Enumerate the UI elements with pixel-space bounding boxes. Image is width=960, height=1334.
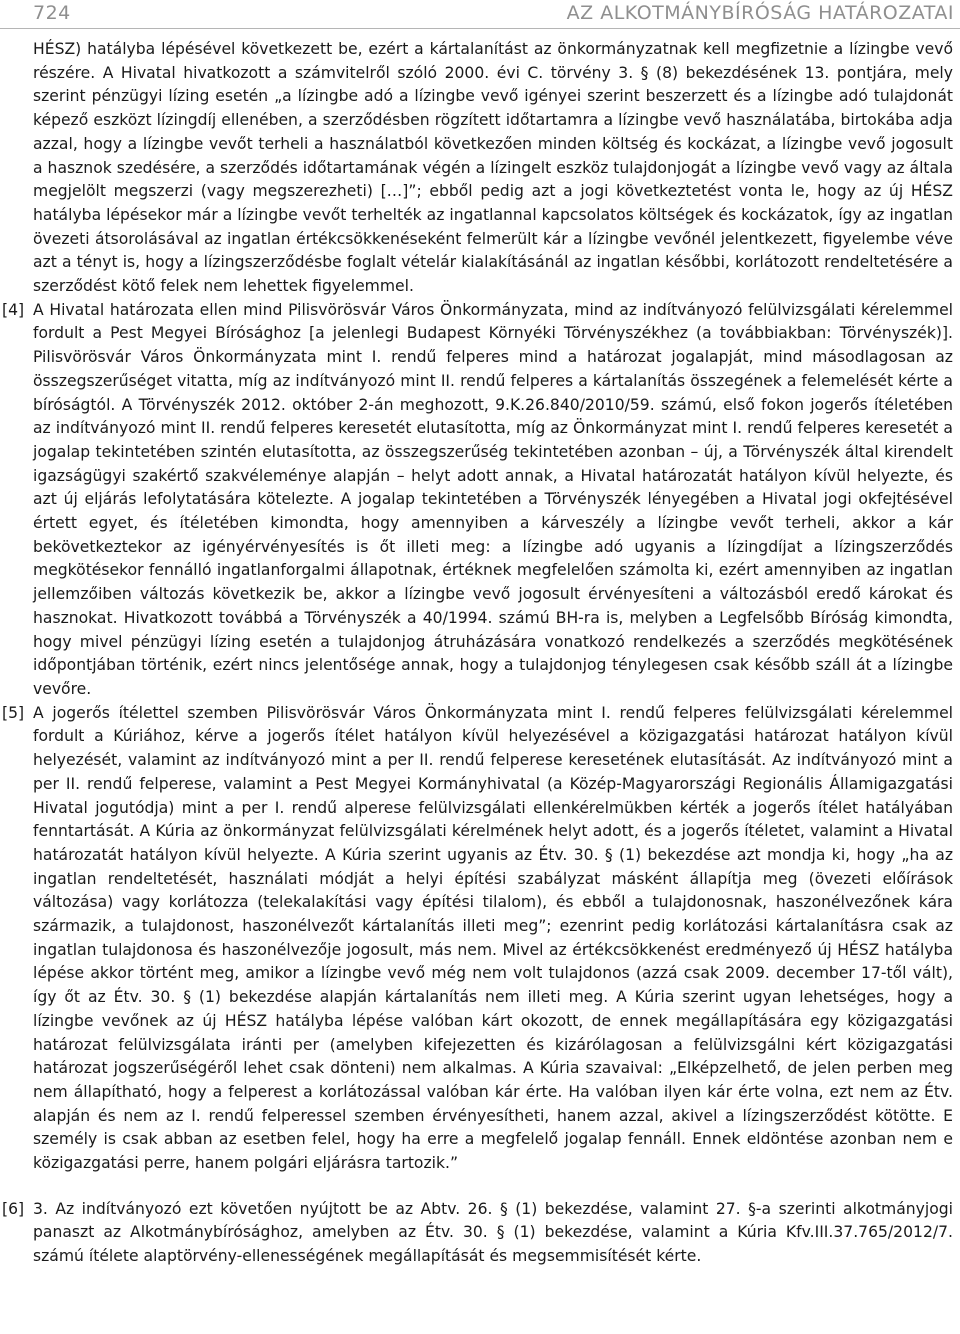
section-gap	[33, 1176, 953, 1198]
page-body	[2, 38, 953, 1269]
paragraph-continuation	[33, 38, 953, 299]
paragraph-number: [4]	[2, 300, 25, 319]
paragraph-number: [5]	[2, 703, 25, 722]
paragraph-text: A Hivatal határozata ellen mind Pilisvörösvár Város Önkormányzata, mind az indítványozó felülvizsgálati kérelemmel fordult a Pest Megyei Bírósághoz [a jelenlegi Budapest Környéki Törvényszékhez (a továbbiakban: Törvényszék)]. Pilisvörösvár Város Önkormányzata mint I. rendű felperes mind a határozat jogalapját, mind másodlagosan az összegszerűséget vitatta, míg az indítványozó mint II. rendű felperes a kártalanítás összegének a felemelését kérte a bíróságtól. A Törvényszék 2012. október 2-án meghozott, 9.K.26.840/2010/59. számú, első fokon jogerős ítéletében az indítványozó mint II. rendű felperes keresetét elutasította, míg az Önkormányzat mint I. rendű felperes keresetét a jogalap tekintetében szintén elutasította, az összegszerűség tekintetében azonban – új, a Törvényszék által kirendelt igazságügyi szakértő szakvéleménye alapján – helyt adott annak, a Hivatal határozatát hatályon kívül helyezte, és azt új eljárás lefolytatására kötelezte. A jogalap tekintetében a Törvényszék lényegében a Hivatal jogi okfejtésével értett egyet, és ítéletében kimondta, hogy amennyiben a kárveszély a lízingbe vevőt terheli, akkor a kár bekövetkeztekor az igényérvényesítés is őt illeti meg: a lízingbe adó ugyanis a lízingdíjat a lízingszerződés megkötésekor fennálló ingatlanforgalmi állapotnak, értéknek megfelelően számolta ki, ezért amennyiben az ingatlan jellemzőiben változás következik be, akkor a lízingbe vevő jogosult érvényesíteni a változásból eredő károkat és hasznokat. Hivatkozott továbbá a Törvényszék a 40/1994. számú BH-ra is, melyben a Legfelsőbb Bíróság kimondta, hogy mivel pénzügyi lízing esetén a tulajdonjog átruházására vonatkozó rendelkezés a szerződés megkötésének időpontjában történik, ezért nincs jelentősége annak, hogy a tulajdonjog ténylegesen csak később száll át a lízingbe vevőre.	[33, 300, 953, 698]
paragraph-text: HÉSZ) hatályba lépésével következett be, ezért a kártalanítást az önkormányzatnak kell megfizetnie a lízingbe vevő részére. A Hivatal hivatkozott a számvitelről szóló 2000. évi C. törvény 3. § (8) bekezdésének 13. pontjára, mely szerint pénzügyi lízing esetén „a lízingbe adó a lízingbe vevő igényei szerint beszerzett és a lízingbe adó tulajdonát képező eszközt lízingdíj ellenében, a szerződésben rögzített időtartamra a lízingbe vevő használatába, birtokába adja azzal, hogy a lízingbe vevőt terheli a használatból következően minden költség és kockázat, a lízingbe vevő jogosult a hasznok szedésére, a szerződés időtartamának végén a lízingelt eszköz tulajdonjogát a lízingbe vevő vagy az általa megjelölt megszerzi (vagy megszerezheti) […]”; ebből pedig azt a jogi következtetést vonta le, hogy az új HÉSZ hatályba lépésekor már a lízingbe vevőt terhelték az ingatlannal kapcsolatos költségek és kockázatok, így az ingatlan övezeti átsorolásával az ingatlan értékcsökkenéseként felmerült kár a lízingbe vevőnél jelentkezett, figyelembe véve azt a tényt is, hogy a lízingszerződésbe foglalt vételár kialakításánál az ingatlan későbbi, korlátozott rendeltetésére a szerződést kötő felek nem lehettek figyelemmel.	[33, 40, 953, 296]
paragraph-text: A jogerős ítélettel szemben Pilisvörösvár Város Önkormányzata mint I. rendű felperes felülvizsgálati kérelemmel fordult a Kúriához, kérve a jogerős ítélet hatályon kívül helyezésével a közigazgatási határozat hatályon kívül helyezését, valamint az indítványozó mint a per II. rendű felperese keresetének elutasítását. Az indítványozó mint a per II. rendű felperese, valamint a Pest Megyei Kormányhivatal (a Közép-Magyarországi Regionális Államigazgatási Hivatal jogutódja) mint a per I. rendű alperese felülvizsgálati ellenkérelmükben kérték a jogerős ítélet hatályában fenntartását. A Kúria az önkormányzat felülvizsgálati kérelmének helyt adott, és a jogerős ítéletet, valamint a Hivatal határozatát hatályon kívül helyezte. A Kúria szerint ugyanis az Étv. 30. § (1) bekezdése azt mondja ki, hogy „ha az ingatlan rendeltetését, használati módját a helyi építési szabályzat másként állapítja meg (övezeti előírások változása) vagy korlátozza (telekalakítási vagy építési tilalom), és ebből a tulajdonosnak, haszonélvezőnek kára származik, a tulajdonost, haszonélvezőt kártalanítás illeti meg”; ezenrint pedig korlátozási kártalanításra csak az ingatlan tulajdonosa és haszonélvezője jogosult, más nem. Mivel az értékcsökkenést eredményező új HÉSZ hatályba lépése akkor történt meg, amikor a lízingbe vevő még nem volt tulajdonos (azzá csak 2009. december 17-től vált), így őt az Étv. 30. § (1) bekezdése alapján kártalanítás nem illeti meg. A Kúria szerint ugyan lehetséges, hogy a lízingbe vevőnek az új HÉSZ hatályba lépése valóban kárt okozott, de ennek megállapítására egy közigazgatási határozat felülvizsgálata iránti per (amelyben kifejezetten és kizárólagosan a felülvizsgálni kért közigazgatási határozat jogszerűségéről lehet csak dönteni) nem alkalmas. A Kúria szavaival: „Elképzelhető, de jelen perben meg nem állapítható, hogy a felperest a korlátozással valóban kár érte. Ha valóban ilyen kár érte volna, ezt nem az Étv. alapján és nem az I. rendű felperessel szemben érvényesítheti, hanem azzal, akivel a lízingszerződést kötötte. E személy is csak abban az esetben felel, hogy ha erre a megfelelő jogalap fennáll. Ennek eldöntése azonban nem e közigazgatási perre, hanem polgári eljárásra tartozik.”	[33, 703, 953, 1173]
paragraph-number: [6]	[2, 1199, 25, 1218]
paragraph-text: 3. Az indítványozó ezt követően nyújtott be az Abtv. 26. § (1) bekezdése, valamint 27. §-a szerinti alkotmányjogi panaszt az Alkotmánybírósághoz, amelyben az Étv. 30. § (1) bekezdése, valamint a Kúria Kfv.III.37.765/2012/7. számú ítélete alaptörvény-ellenességének megállapítását és megsemmisítését kérte.	[33, 1199, 953, 1266]
paragraph-5	[2, 702, 953, 1176]
paragraph-4	[2, 299, 953, 702]
running-header	[0, 0, 960, 29]
running-title: AZ ALKOTMÁNYBÍRÓSÁG HATÁROZATAI	[566, 2, 954, 24]
paragraph-6	[2, 1198, 953, 1269]
page-number: 724	[33, 2, 71, 24]
